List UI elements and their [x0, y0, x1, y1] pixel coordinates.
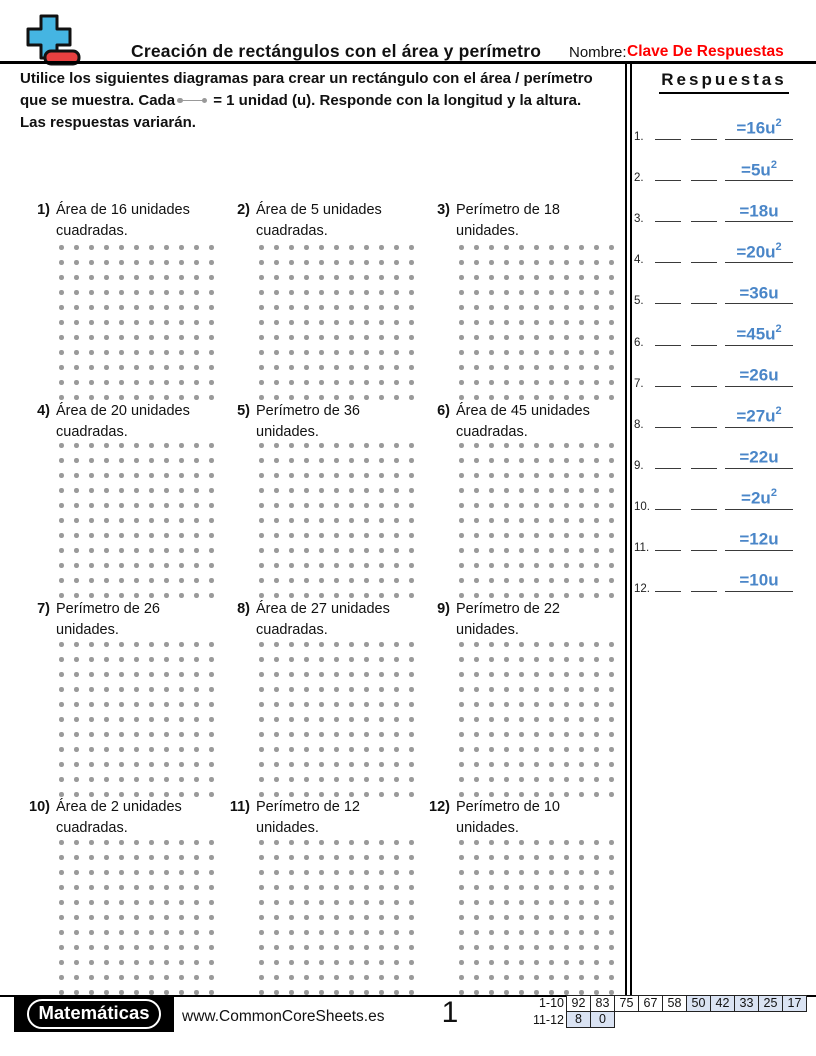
grading-cell: 0	[590, 1011, 615, 1029]
answer-row	[630, 436, 816, 477]
answer-key-label: Clave De Respuestas	[627, 43, 784, 60]
dot-grid-4	[54, 438, 219, 603]
answer-blank-height	[691, 417, 717, 428]
grading-table	[522, 995, 807, 1028]
answer-row	[630, 312, 816, 353]
answer-number: 8.	[634, 418, 644, 431]
answer-blank-length	[655, 129, 681, 140]
answer-row	[630, 230, 816, 271]
grading-cell: 75	[614, 995, 639, 1012]
answer-blank-length	[655, 499, 681, 510]
problem-9	[428, 599, 608, 641]
answer-number: 3.	[634, 213, 644, 226]
problem-number: 11)	[229, 799, 250, 815]
dot-grid-8	[254, 637, 419, 802]
answer-value-text: =10u	[739, 571, 779, 591]
answer-blank-length	[655, 581, 681, 592]
dot-grid-7	[54, 637, 219, 802]
dot-grid-2	[254, 240, 419, 405]
answer-blank-length	[655, 335, 681, 346]
answer-value	[725, 284, 793, 305]
answer-number: 11.	[634, 542, 650, 555]
answer-blank-length	[655, 458, 681, 469]
answers-title	[632, 70, 816, 94]
brand-label: Matemáticas	[27, 999, 160, 1029]
dot-grid-1	[54, 240, 219, 405]
answer-value-sup: 2	[775, 322, 782, 335]
answer-blank-height	[691, 499, 717, 510]
answer-number: 5.	[634, 295, 644, 308]
answer-value	[725, 489, 793, 510]
answer-row	[630, 271, 816, 312]
answer-value-text: =20u	[736, 242, 776, 262]
answer-blank-height	[691, 335, 717, 346]
problem-5	[228, 401, 408, 443]
instructions-line2	[20, 90, 626, 112]
answer-value	[725, 119, 793, 140]
answer-blank-height	[691, 581, 717, 592]
answers-title-text: Respuestas	[659, 70, 788, 94]
answer-value	[725, 407, 793, 428]
problem-number: 1)	[37, 202, 50, 218]
problem-number: 7)	[37, 601, 50, 617]
grading-row-2	[522, 1012, 807, 1029]
problem-1	[28, 200, 208, 242]
problem-6	[428, 401, 608, 443]
problem-number: 3)	[437, 202, 450, 218]
problem-number: 6)	[437, 403, 450, 419]
answer-row	[630, 477, 816, 518]
problem-number: 9)	[437, 601, 450, 617]
answer-value-text: =5u	[741, 160, 771, 180]
answer-value-text: =36u	[739, 283, 779, 303]
name-label: Nombre:	[569, 44, 627, 61]
answer-row	[630, 107, 816, 148]
answer-value-text: =45u	[736, 324, 776, 344]
answer-value-sup: 2	[770, 158, 777, 171]
grading-cell: 83	[590, 995, 615, 1012]
answer-blank-length	[655, 540, 681, 551]
dot-grid-11	[254, 835, 419, 1000]
website-url: www.CommonCoreSheets.es	[182, 1008, 385, 1025]
answer-value-sup: 2	[775, 117, 782, 130]
answer-value	[725, 240, 793, 264]
problem-number: 4)	[37, 403, 50, 419]
answer-value-sup: 2	[770, 487, 777, 500]
problem-text: Perímetro de 12 unidades.	[256, 799, 360, 836]
dot-grid-5	[254, 438, 419, 603]
grading-row-label: 1-10	[538, 996, 564, 1010]
answer-blank-length	[655, 211, 681, 222]
page-title: Creación de rectángulos con el área y perímetro	[131, 41, 542, 61]
grading-row-1	[522, 995, 807, 1012]
grading-cell: 8	[566, 1011, 591, 1029]
answer-number: 6.	[634, 336, 644, 349]
answer-number: 12.	[634, 583, 650, 596]
instructions-line3: Las respuestas variarán.	[20, 114, 196, 131]
problem-12	[428, 797, 608, 839]
problem-2	[228, 200, 408, 242]
answer-value	[725, 571, 793, 592]
answer-value-sup: 2	[775, 405, 782, 418]
problem-text: Perímetro de 26 unidades.	[56, 601, 160, 638]
answer-row	[630, 559, 816, 600]
problem-3	[428, 200, 608, 242]
page-number: 1	[441, 996, 459, 1029]
answer-blank-height	[691, 376, 717, 387]
grading-cell: 58	[662, 995, 687, 1012]
answer-number: 2.	[634, 172, 644, 185]
answer-row	[630, 148, 816, 189]
problem-10	[28, 797, 208, 839]
grading-cell: 67	[638, 995, 663, 1012]
grading-cell: 17	[782, 995, 807, 1012]
problem-4	[28, 401, 208, 443]
answer-blank-length	[655, 376, 681, 387]
answer-value	[725, 202, 793, 223]
answer-blank-height	[691, 540, 717, 551]
answer-value	[725, 366, 793, 387]
problem-text: Área de 5 unidades cuadradas.	[256, 202, 382, 239]
answer-number: 10.	[634, 500, 650, 513]
problem-text: Área de 27 unidades cuadradas.	[256, 601, 390, 638]
answer-number: 4.	[634, 254, 644, 267]
answer-value	[725, 322, 793, 346]
problem-number: 2)	[237, 202, 250, 218]
grading-cell: 42	[710, 995, 735, 1012]
answer-row	[630, 354, 816, 395]
answers-list	[630, 107, 816, 600]
dot-grid-10	[54, 835, 219, 1000]
answer-number: 9.	[634, 459, 644, 472]
instructions	[20, 68, 626, 134]
problem-text: Área de 2 unidades cuadradas.	[56, 799, 182, 836]
instructions-line2-after: = 1 unidad (u). Responde con la longitud y la altura.	[209, 92, 582, 109]
answer-blank-height	[691, 293, 717, 304]
answer-value-text: =18u	[739, 201, 779, 221]
grading-cell: 92	[566, 995, 591, 1012]
answer-blank-length	[655, 293, 681, 304]
problem-number: 8)	[237, 601, 250, 617]
answer-value-text: =22u	[739, 447, 779, 467]
answer-value-text: =12u	[739, 530, 779, 550]
answer-blank-length	[655, 417, 681, 428]
instructions-line2-before: que se muestra. Cada	[20, 92, 176, 109]
answer-value	[725, 158, 793, 182]
answer-blank-height	[691, 129, 717, 140]
problem-number: 5)	[237, 403, 250, 419]
header-rule	[0, 61, 816, 64]
grading-cell: 33	[734, 995, 759, 1012]
answer-value-sup: 2	[775, 240, 782, 253]
answer-value-text: =2u	[741, 488, 771, 508]
unit-segment-icon	[177, 96, 207, 105]
answer-value-text: =27u	[736, 406, 776, 426]
problem-text: Área de 20 unidades cuadradas.	[56, 403, 190, 440]
answer-blank-height	[691, 170, 717, 181]
dot-grid-3	[454, 240, 619, 405]
plus-minus-logo-icon	[13, 13, 81, 67]
problem-text: Perímetro de 36 unidades.	[256, 403, 360, 440]
instructions-line1: Utilice los siguientes diagramas para crear un rectángulo con el área / perímetro	[20, 70, 593, 87]
dot-grid-9	[454, 637, 619, 802]
answer-row	[630, 518, 816, 559]
problem-11	[228, 797, 408, 839]
answer-blank-length	[655, 252, 681, 263]
answer-number: 7.	[634, 377, 644, 390]
answer-value	[725, 530, 793, 551]
grading-row-label: 11-12	[532, 1012, 564, 1027]
answer-row	[630, 395, 816, 436]
problem-7	[28, 599, 208, 641]
answer-blank-length	[655, 170, 681, 181]
brand-logo	[14, 996, 174, 1032]
problem-text: Área de 16 unidades cuadradas.	[56, 202, 190, 239]
answer-blank-height	[691, 252, 717, 263]
dot-grid-12	[454, 835, 619, 1000]
problem-8	[228, 599, 408, 641]
dot-grid-6	[454, 438, 619, 603]
answer-row	[630, 189, 816, 230]
answer-blank-height	[691, 211, 717, 222]
problem-text: Perímetro de 18 unidades.	[456, 202, 560, 239]
problem-number: 12)	[429, 799, 450, 815]
problem-text: Área de 45 unidades cuadradas.	[456, 403, 590, 440]
grading-cell: 25	[758, 995, 783, 1012]
answer-value	[725, 448, 793, 469]
answer-value-text: =26u	[739, 365, 779, 385]
answer-number: 1.	[634, 131, 644, 144]
grading-cell: 50	[686, 995, 711, 1012]
problem-text: Perímetro de 22 unidades.	[456, 601, 560, 638]
problem-text: Perímetro de 10 unidades.	[456, 799, 560, 836]
problem-number: 10)	[29, 799, 50, 815]
answer-value-text: =16u	[736, 119, 776, 139]
answer-blank-height	[691, 458, 717, 469]
